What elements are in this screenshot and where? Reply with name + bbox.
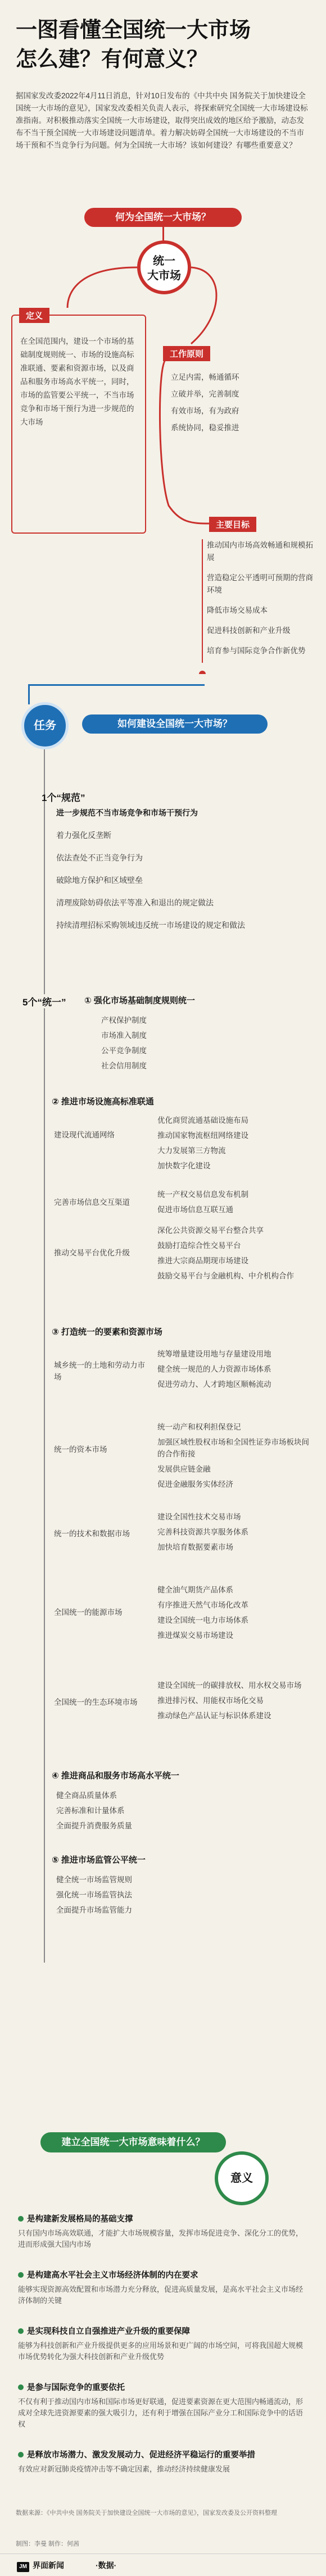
block3-group-list xyxy=(157,1421,309,1494)
block3-item: 完善科技资源共享服务体系 xyxy=(157,1528,248,1536)
block2-group-list xyxy=(157,1114,309,1175)
block3-item: 促进劳动力、人才跨地区顺畅流动 xyxy=(157,1380,271,1389)
meaning-circle: 意义 xyxy=(215,2151,269,2205)
block3-group-name: 城乡统一的土地和劳动力市场 xyxy=(54,1361,145,1381)
block4-item: 完善标准和计量体系 xyxy=(56,1806,125,1815)
meaning-head: 是参与国际竞争的重要依托 xyxy=(27,2383,125,2392)
block2-item: 大力发展第三方物流 xyxy=(157,1146,226,1155)
block3-item: 统一动产和权利担保登记 xyxy=(157,1423,241,1431)
blue-connector xyxy=(28,684,30,704)
block3-item: 推进煤炭交易市场建设 xyxy=(157,1631,233,1640)
work-principle-item: 立足内需，畅通循环 xyxy=(171,373,239,381)
brand-name: 界面新闻 xyxy=(33,2561,64,2570)
bullet-dot xyxy=(18,2216,24,2222)
block1-item: 产权保护制度 xyxy=(101,1016,147,1025)
goal-item: 降低市场交易成本 xyxy=(207,606,268,615)
block3-item: 健全油气期货产品体系 xyxy=(157,1586,233,1594)
goal-item: 推动国内市场高效畅通和规模拓展 xyxy=(207,541,313,562)
block3-group-name: 统一的资本市场 xyxy=(54,1445,107,1454)
block3-item: 加快培育数据要素市场 xyxy=(157,1543,233,1551)
meaning-head: 是实现科技自立自强推进产业升级的重要保障 xyxy=(27,2327,190,2336)
block3-group-name: 全国统一的生态环境市场 xyxy=(54,1698,138,1706)
block1-item: 市场准入制度 xyxy=(101,1031,147,1040)
block3-item: 推动绿色产品认证与标识体系建设 xyxy=(157,1712,271,1720)
footer xyxy=(0,2554,326,2576)
task-timeline xyxy=(44,749,45,1963)
block2-item: 鼓励交易平台与金融机构、中介机构合作 xyxy=(157,1272,294,1280)
meaning-body: 不仅有利于推动国内市场和国际市场更好联通，促进要素资源在更大范围内畅通流动，形成对全球先进资源要素的强大吸引力，还有利于增强在国际产业分工和国际竞争中的话语权 xyxy=(18,2397,304,2428)
meaning-item xyxy=(18,2269,305,2306)
block5-item: 全面提升市场监管能力 xyxy=(56,1906,132,1914)
title-line-1: 一图看懂全国统一大市场 xyxy=(16,19,251,42)
bullet-dot xyxy=(18,2272,24,2278)
work-principle-item: 立破并举，完善制度 xyxy=(171,390,239,398)
task-circle: 任务 xyxy=(21,702,69,749)
meaning-body: 有效应对新冠肺炎疫情冲击等不确定因素，推动经济持续健康发展 xyxy=(18,2465,230,2473)
standard-item: 依法查处不正当竞争行为 xyxy=(56,853,143,862)
meaning-item xyxy=(18,2325,305,2363)
definition-label: 定义 xyxy=(19,308,49,323)
goal-item: 培育参与国际竞争合作新优势 xyxy=(207,647,306,655)
five-unified-label: 5个“统一” xyxy=(20,994,68,1008)
title-line-2: 怎么建？有何意义？ xyxy=(16,48,209,71)
block1-title: ① 强化市场基础制度规则统一 xyxy=(84,996,195,1005)
question-what-is-unified-market: 何为全国统一大市场？ xyxy=(84,208,242,227)
goal-item: 促进科技创新和产业升级 xyxy=(207,626,291,635)
block4-title: ④ 推进商品和服务市场高水平统一 xyxy=(52,1771,179,1781)
block1-list xyxy=(101,1014,270,1075)
jiemian-logo-icon: JM xyxy=(17,2562,29,2572)
block2-item: 统一产权交易信息发布机制 xyxy=(157,1190,248,1199)
bullet-dot xyxy=(18,2452,24,2457)
meaning-body: 能够实现资源高效配置和市场潜力充分释放，促进高质量发展，是高水平社会主义市场经济体制的关键 xyxy=(18,2285,304,2305)
definition-text: 在全国范围内，建设一个市场的基础制度规则统一、市场的设施高标准联通、要素和资源市场，以及商品和服务市场高水平统一，同时，市场的监管要公平统一，不当市场竞争和市场干预行为进一步规范的大市场 xyxy=(20,337,134,426)
work-principle-item: 有效市场，有为政府 xyxy=(171,407,239,415)
block3-title: ③ 打造统一的要素和资源市场 xyxy=(52,1327,162,1337)
goal-item: 营造稳定公平透明可预期的营商环境 xyxy=(207,574,313,594)
standard-item: 清理废除妨碍依法平等准入和退出的规定做法 xyxy=(56,898,214,907)
block5-title: ⑤ 推进市场监管公平统一 xyxy=(52,1855,146,1865)
block5-item: 健全统一市场监管规则 xyxy=(56,1876,132,1884)
meaning-head: 是构建新发展格局的基础支撑 xyxy=(27,2215,133,2224)
block3-item: 建设全国统一的碳排放权、用水权交易市场 xyxy=(157,1681,302,1690)
standard-item: 持续清理招标采购领域违反统一市场建设的规定和做法 xyxy=(56,921,245,930)
block3-item: 建设全国统一电力市场体系 xyxy=(157,1616,248,1624)
main-goals-list xyxy=(207,539,319,665)
block2-item: 优化商贸流通基础设施布局 xyxy=(157,1116,248,1125)
standard-item: 破除地方保护和区域壁垒 xyxy=(56,876,143,885)
one-standard-label: 1个“规范” xyxy=(42,793,85,803)
standard-item: 着力强化反垄断 xyxy=(56,831,111,840)
source-note: 数据来源：《中共中央 国务院关于加快建设全国统一大市场的意见》，国家发改委及公开资料整理 xyxy=(16,2510,278,2516)
block5-item: 强化统一市场监管执法 xyxy=(56,1891,132,1899)
block2-item: 促进市场信息互联互通 xyxy=(157,1205,233,1214)
block2-item: 加快数字化建设 xyxy=(157,1162,211,1170)
block3-group-list xyxy=(157,1680,309,1725)
block2-group-name: 推动交易平台优化升级 xyxy=(54,1249,130,1257)
brand-data: ·数据· xyxy=(96,2561,117,2570)
block2-group-name: 建设现代流通网络 xyxy=(54,1131,115,1139)
block3-group-name: 全国统一的能源市场 xyxy=(54,1608,123,1617)
meaning-head: 是释放市场潜力、激发发展动力、促进经济平稳运行的重要举措 xyxy=(27,2451,255,2460)
block2-item: 推动国家物流枢纽网络建设 xyxy=(157,1131,248,1140)
block5-list xyxy=(56,1874,225,1919)
block3-group-list xyxy=(157,1584,309,1645)
block3-item: 推进排污权、用能权市场化交易 xyxy=(157,1696,264,1705)
block1-item: 公平竞争制度 xyxy=(101,1046,147,1055)
meaning-item xyxy=(18,2382,305,2430)
center-label: 统一 大市场 xyxy=(147,255,181,282)
block2-item: 鼓励打造综合性交易平台 xyxy=(157,1241,241,1250)
block4-item: 健全商品质量体系 xyxy=(56,1791,117,1800)
meaning-head: 是构建高水平社会主义市场经济体制的内在要求 xyxy=(27,2271,198,2280)
blue-connector xyxy=(28,684,205,686)
block2-item: 推进大宗商品期现市场建设 xyxy=(157,1257,248,1265)
block3-item: 促进金融服务实体经济 xyxy=(157,1480,233,1489)
block3-item: 发展供应链金融 xyxy=(157,1465,211,1473)
main-goals-label: 主要目标 xyxy=(209,517,256,532)
intro-paragraph: 据国家发改委2022年4月11日消息，针对10日发布的《中共中央 国务院关于加快建设全国统一大市场的意见》，国家发改委相关负责人表示，将探索研究全国统一大市场建设标准指南。对积极推动落实全国统一大市场建设，取得突出成效的地区给予激励，动态发布不当干预全国统一大市场建设问题清单。着力解决妨碍全国统一大市场建设的不当市场干预和不当竞争行为问题。何为全国统一大市场？该如何建设？有哪些重要意义？ xyxy=(16,92,308,149)
block2-group-list xyxy=(157,1189,309,1219)
block3-item: 统筹增量建设用地与存量建设用地 xyxy=(157,1350,271,1358)
meaning-item xyxy=(18,2449,305,2475)
block3-group-list xyxy=(157,1348,309,1394)
block3-item: 有序推进天然气市场化改革 xyxy=(157,1601,248,1609)
block3-group-name: 统一的技术和数据市场 xyxy=(54,1530,130,1538)
block2-item: 深化公共资源交易平台整合共享 xyxy=(157,1226,264,1235)
block1-item: 社会信用制度 xyxy=(101,1062,147,1070)
brand-jiemian xyxy=(17,2560,64,2572)
meaning-item xyxy=(18,2213,305,2250)
question-how-to-build: 如何建设全国统一大市场？ xyxy=(82,714,268,734)
standard-item: 进一步规范不当市场竞争和市场干预行为 xyxy=(56,808,198,817)
credits: 制图：李曼 制作：何茜 xyxy=(16,2541,80,2547)
meaning-body: 只有国内市场高效联通，才能扩大市场规模容量，发挥市场促进竞争、深化分工的优势，进而形成强大国内市场 xyxy=(18,2229,304,2249)
block3-item: 健全统一规范的人力资源市场体系 xyxy=(157,1365,271,1373)
work-principle-item: 系统协同，稳妥推进 xyxy=(171,424,239,432)
bullet-dot xyxy=(18,2384,24,2390)
block2-title: ② 推进市场设施高标准联通 xyxy=(52,1097,154,1107)
bullet-dot xyxy=(18,2328,24,2334)
work-principles-label: 工作原则 xyxy=(163,346,210,361)
block4-list xyxy=(56,1790,225,1835)
block2-group-name: 完善市场信息交互渠道 xyxy=(54,1198,130,1207)
block3-group-list xyxy=(157,1511,309,1556)
work-principles-list xyxy=(171,371,261,438)
block2-group-list xyxy=(157,1225,309,1285)
block3-item: 加强区域性股权市场和全国性证券市场板块间的合作衔接 xyxy=(157,1438,309,1458)
meaning-body: 能够为科技创新和产业升级提供更多的应用场景和更广阔的市场空间，可将我国超大规模市场优势转化为强大科技创新和产业升级优势 xyxy=(18,2341,304,2361)
block3-item: 建设全国性技术交易市场 xyxy=(157,1513,241,1521)
question-what-it-means: 建立全国统一大市场意味着什么？ xyxy=(40,2132,226,2152)
block4-item: 全面提升消费服务质量 xyxy=(56,1822,132,1830)
one-standard-list xyxy=(56,807,304,941)
